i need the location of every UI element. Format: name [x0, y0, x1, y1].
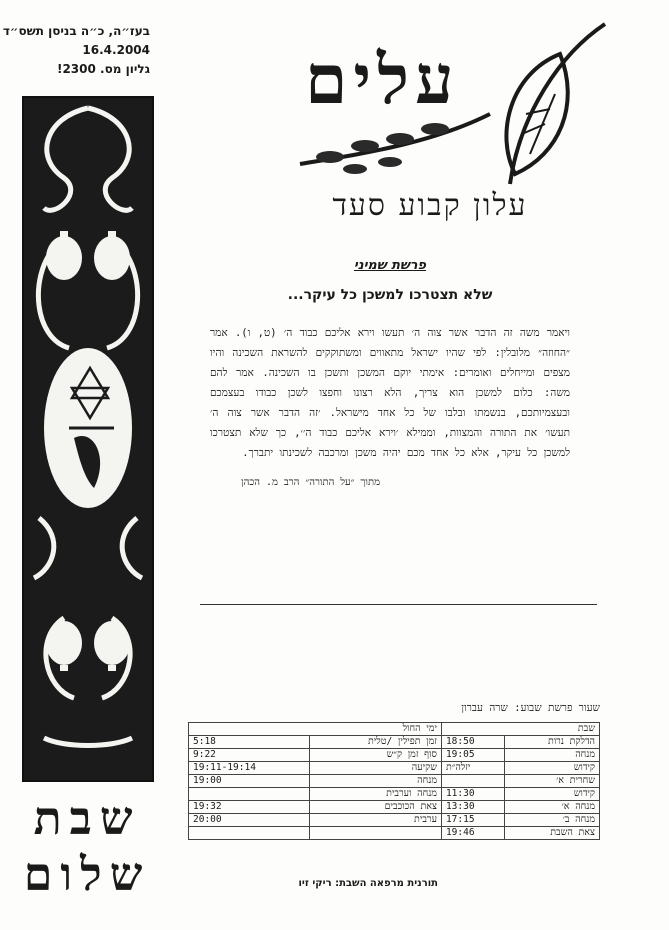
shabbat-shalom-title [18, 790, 156, 902]
logo-subtitle: עלון קבוע סעד [332, 188, 528, 223]
table-row [189, 814, 600, 827]
article-source: מתוך ״על התורה״ הרב מ. הכהן [241, 477, 380, 488]
shalom-line: שלום [23, 847, 151, 901]
table-row [189, 736, 600, 749]
weekday-label: ערבית [310, 814, 442, 827]
weekday-label: סוף זמן ק״ש [310, 749, 442, 762]
shabbat-time: 13:30 [441, 801, 504, 814]
weekday-label: צאת הכוכבים [310, 801, 442, 814]
weekly-lesson-title: שעור פרשת שבוע: שרה עברון [461, 702, 600, 714]
gregorian-date: 16.4.2004 [82, 43, 150, 57]
hebrew-date: בעז״ה, כ״ה בניסן תשס״ד [2, 24, 150, 38]
section-divider [200, 604, 597, 605]
shabbat-time: 18:50 [441, 736, 504, 749]
weekday-time [189, 788, 310, 801]
article-body: ויאמר משה זה הדבר אשר צוה ה׳ תעשו וירא אליכם כבוד ה׳ (ט, ו). אמר ״החוזה״ מלובלין: לפי שהיו ישראל מתאווים ומשתוקקים להשראת השכינה והיו מצפים ומייחלים ואומרים: אימתי יוקם המשכן ותשכן בו השכינה. אמר להם משה: כלום למשכן הוא צריך, הלא רצונו וחפצו לשכן כבודו בעצמכם ובעצמיותכם, בנשמתו ובלבו של כל אחד מישראל. ׳זה הדבר אשר צוה ה׳ תעשו׳ את התורה והמצוות, וממילא ׳וירא אליכם כבוד ה׳׳, כך שלא תצטרכו למשכן כל עיקר, אלא כל אחד מכם יהיה משכן ומרכבה לשכינתו יתברך. [210, 327, 570, 459]
weekday-time: 19:00 [189, 775, 310, 788]
table-row [189, 762, 600, 775]
shabbat-label: שחרית א׳ [505, 775, 600, 788]
table-header-row [189, 723, 600, 736]
shabbat-header: שבת [441, 723, 599, 736]
shabbat-label: מנחה ב׳ [505, 814, 600, 827]
weekday-label: מנחה וערבית [310, 788, 442, 801]
weekday-time [189, 827, 310, 840]
table-row [189, 827, 600, 840]
weekday-time: 19:32 [189, 801, 310, 814]
table-row [189, 788, 600, 801]
weekday-time: 9:22 [189, 749, 310, 762]
weekday-header: ימי החול [189, 723, 442, 736]
shabbat-label: מנחה א׳ [505, 801, 600, 814]
weekday-time: 20:00 [189, 814, 310, 827]
shabbat-time: 19:05 [441, 749, 504, 762]
table-row [189, 801, 600, 814]
doctor-on-duty: תורנית מרפאה השבת: ריקי זיו [298, 878, 438, 889]
weekday-time: 5:18 [189, 736, 310, 749]
weekday-label: מנחה [310, 775, 442, 788]
weekday-time: 19:11-19:14 [189, 762, 310, 775]
shabbat-time [441, 775, 504, 788]
logo-title: עלים [305, 40, 460, 120]
shabbat-label: קידוש [505, 788, 600, 801]
shabbat-time: יזלה״ת [441, 762, 504, 775]
shabbat-time: 17:15 [441, 814, 504, 827]
article-headline: שלא תצטרכו למשכן כל עיקר... [287, 287, 493, 303]
weekday-label [310, 827, 442, 840]
parasha-name: פרשת שמיני [353, 258, 427, 273]
prayer-times-table [188, 722, 600, 840]
shabbat-line: שבת [33, 791, 141, 845]
table-row [189, 775, 600, 788]
shabbat-label: הדלקת נרות [505, 736, 600, 749]
issue-number: גליון מס. 2300! [56, 62, 150, 76]
header-meta [2, 22, 150, 79]
shabbat-time: 19:46 [441, 827, 504, 840]
shabbat-label: מנחה [505, 749, 600, 762]
ornament-pattern [24, 98, 152, 780]
shabbat-label: קידוש [505, 762, 600, 775]
decorative-strip [22, 96, 154, 782]
weekday-label: שקיעה [310, 762, 442, 775]
article [210, 258, 570, 488]
weekday-label: זמן תפילין /טלית [310, 736, 442, 749]
shabbat-label: צאת השבת [505, 827, 600, 840]
table-row [189, 749, 600, 762]
shabbat-time: 11:30 [441, 788, 504, 801]
